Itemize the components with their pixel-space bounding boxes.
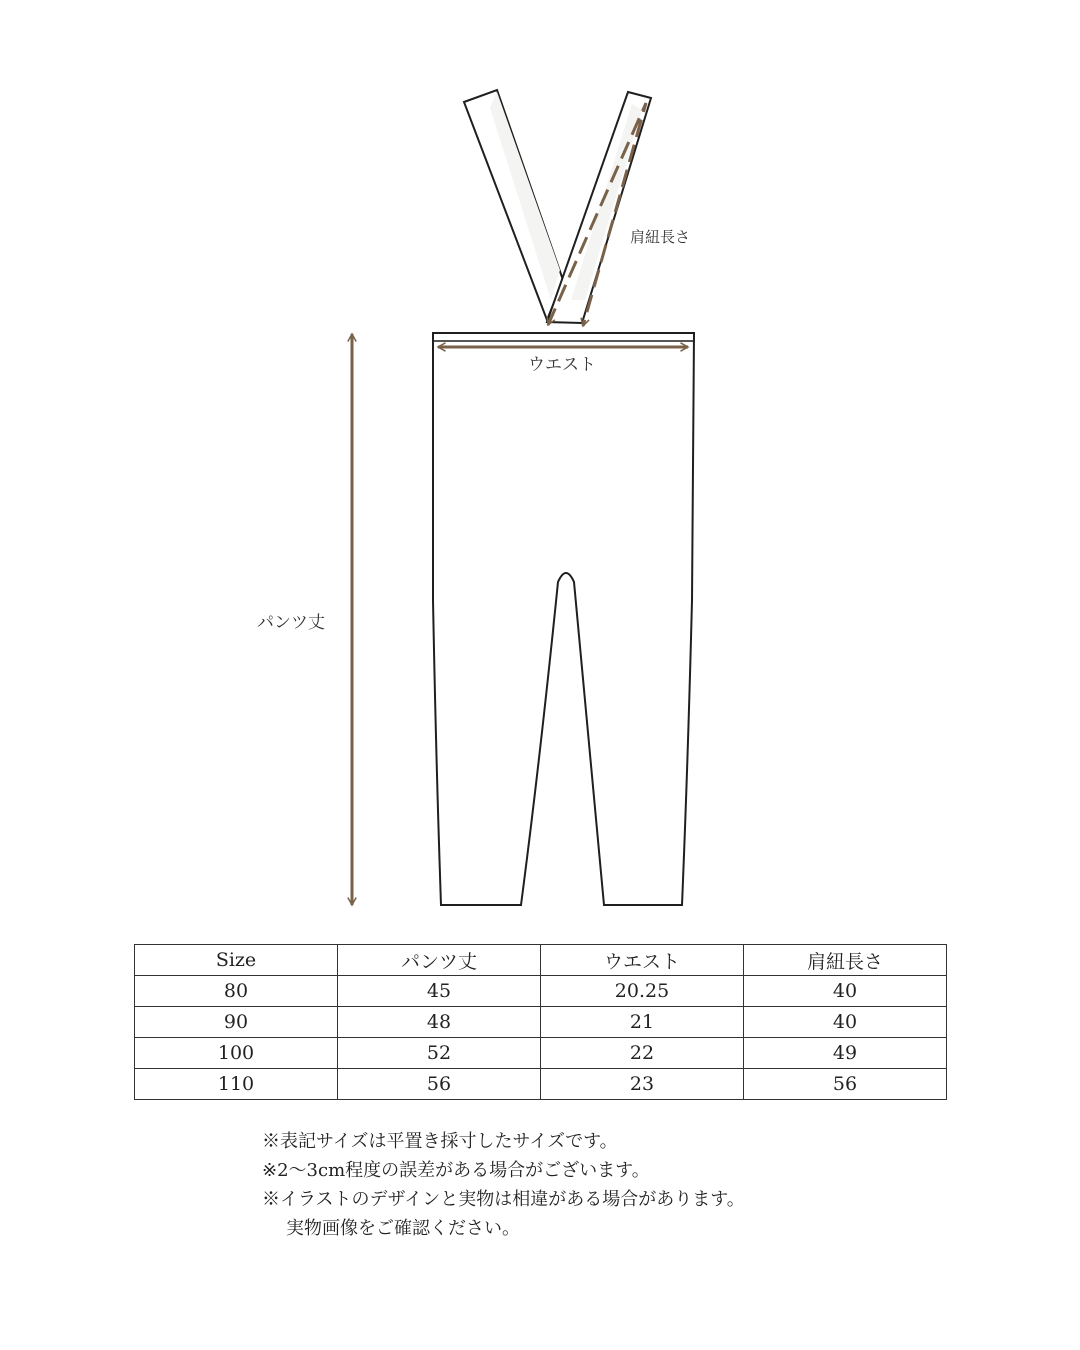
table-row xyxy=(135,976,947,1007)
shoulder-strap-label: 肩紐長さ xyxy=(630,228,691,246)
table-cell: 90 xyxy=(135,1007,338,1038)
table-row xyxy=(135,1007,947,1038)
note-illustration-difference: ※イラストのデザインと実物は相違がある場合があります。 xyxy=(262,1189,745,1210)
table-cell: 20.25 xyxy=(541,976,744,1007)
left-strap xyxy=(464,90,563,320)
note-check-photos: 実物画像をご確認ください。 xyxy=(286,1218,520,1239)
pants-length-label: パンツ丈 xyxy=(257,613,325,633)
size-table xyxy=(134,944,947,1100)
table-cell: 80 xyxy=(135,976,338,1007)
table-cell: 56 xyxy=(338,1069,541,1100)
table-cell: 40 xyxy=(744,1007,947,1038)
note-tolerance: ※2～3cm程度の誤差がある場合がございます。 xyxy=(262,1160,650,1181)
table-cell: 45 xyxy=(338,976,541,1007)
table-row xyxy=(135,1069,947,1100)
header-pants-length: パンツ丈 xyxy=(338,945,541,976)
header-waist: ウエスト xyxy=(541,945,744,976)
table-header-row xyxy=(135,945,947,976)
table-cell: 49 xyxy=(744,1038,947,1069)
header-size: Size xyxy=(135,945,338,976)
table-cell: 21 xyxy=(541,1007,744,1038)
header-shoulder-strap: 肩紐長さ xyxy=(744,945,947,976)
table-cell: 110 xyxy=(135,1069,338,1100)
table-cell: 23 xyxy=(541,1069,744,1100)
table-row xyxy=(135,1038,947,1069)
table-cell: 40 xyxy=(744,976,947,1007)
table-cell: 52 xyxy=(338,1038,541,1069)
table-cell: 56 xyxy=(744,1069,947,1100)
waist-label: ウエスト xyxy=(528,355,596,375)
table-cell: 48 xyxy=(338,1007,541,1038)
table-cell: 22 xyxy=(541,1038,744,1069)
note-flat-measure: ※表記サイズは平置き採寸したサイズです。 xyxy=(262,1131,618,1152)
notes xyxy=(262,1127,745,1243)
table-cell: 100 xyxy=(135,1038,338,1069)
pants-outline xyxy=(433,333,694,905)
